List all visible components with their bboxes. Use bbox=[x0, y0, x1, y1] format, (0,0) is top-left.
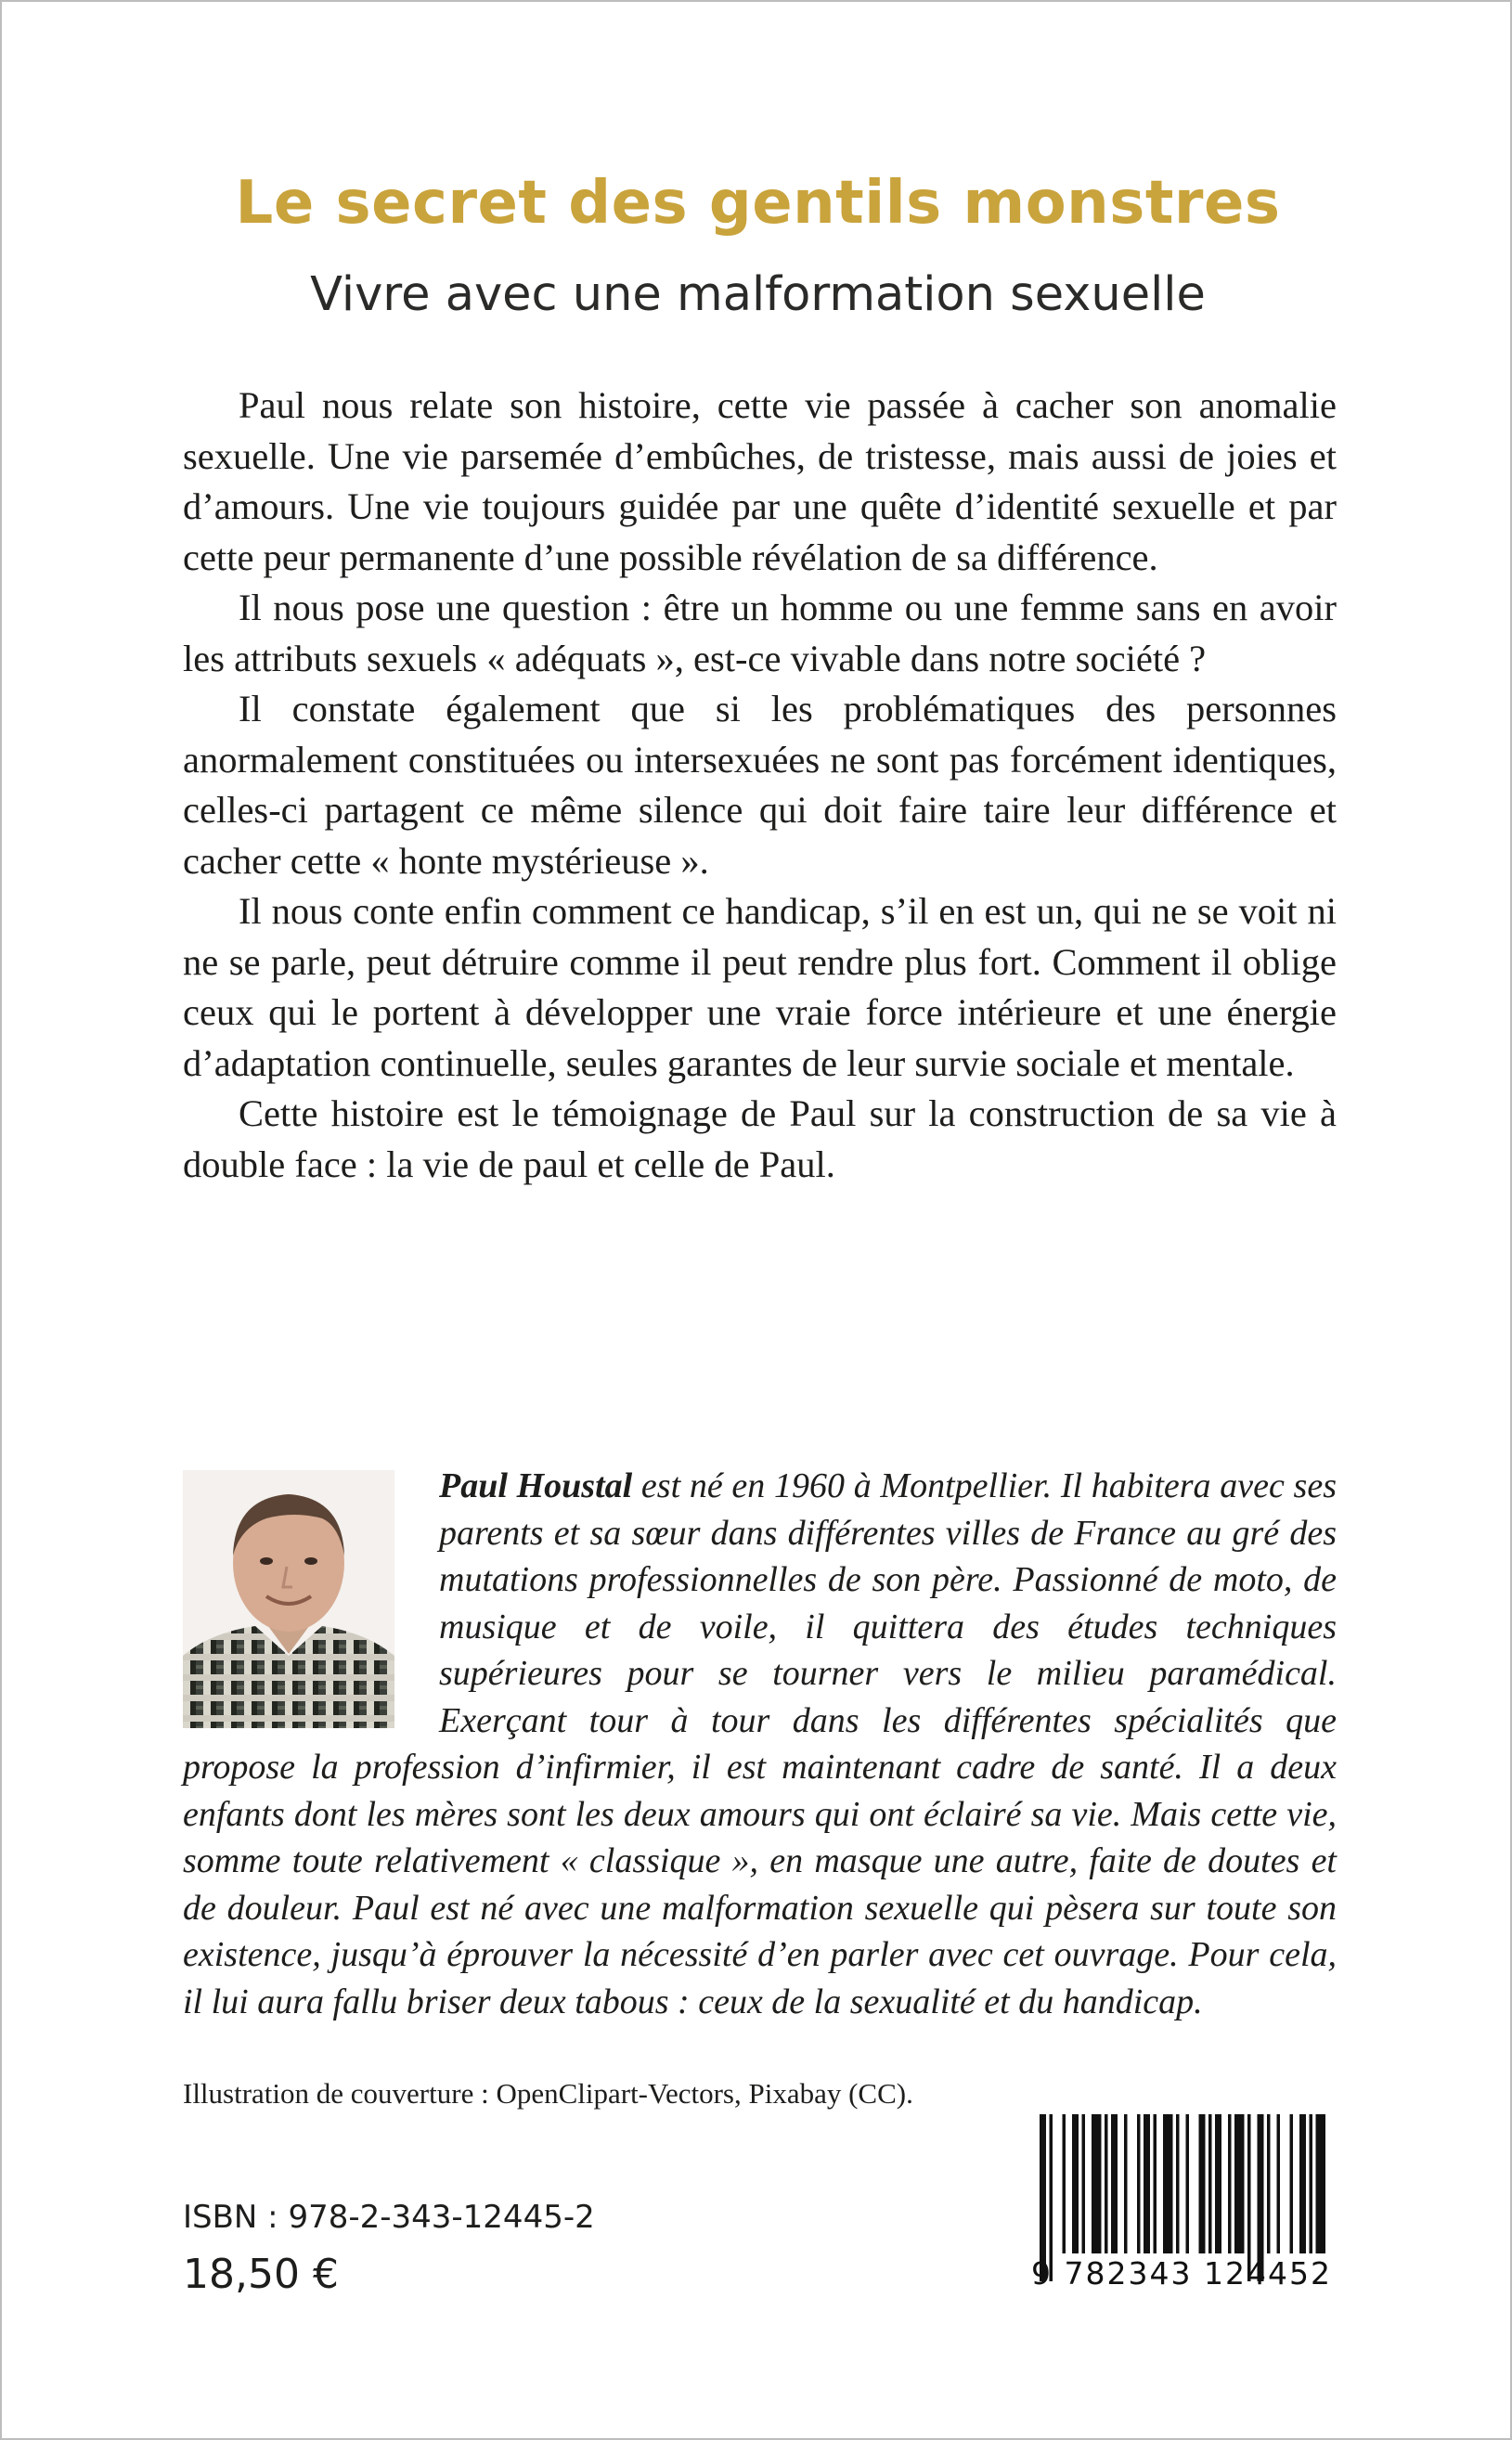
summary-paragraph: Il nous pose une question : être un homme ou une femme sans en avoir les attributs sexuels « adéquats », est-ce vivable dans notre société ? bbox=[183, 587, 1337, 679]
barcode-bar bbox=[1316, 2114, 1326, 2253]
barcode-bar bbox=[1111, 2114, 1118, 2253]
summary-paragraph: Il constate également que si les problématiques des personnes anormalement constituées ou intersexuées ne sont pas forcément identiques, celles-ci partagent ce même silence qui doit faire taire leur différence et cacher cette « honte mystérieuse ». bbox=[183, 688, 1337, 882]
barcode-bar bbox=[1186, 2114, 1190, 2253]
barcode-bar bbox=[1176, 2114, 1180, 2253]
barcode-bar bbox=[1154, 2114, 1157, 2253]
author-bio bbox=[183, 1463, 1337, 2025]
barcode-bar bbox=[1228, 2114, 1232, 2253]
cover-credit: Illustration de couverture : OpenClipart-Vectors, Pixabay (CC). bbox=[183, 2077, 913, 2110]
barcode-bar bbox=[1105, 2114, 1108, 2253]
barcode-bar bbox=[1310, 2114, 1313, 2253]
summary-text bbox=[183, 381, 1337, 1190]
barcode-bar bbox=[1092, 2114, 1102, 2253]
summary-paragraph: Paul nous relate son histoire, cette vie passée à cacher son anomalie sexuelle. Une vie parsemée d’embûches, de tristesse, mais aussi de joies et d’amours. Une vie toujours guidée par une quête d’identité sexuelle et par cette peur permanente d’une possible révélation de sa différence. bbox=[183, 384, 1337, 578]
book-title: Le secret des gentils monstres bbox=[235, 169, 1281, 238]
barcode-bar bbox=[1299, 2114, 1306, 2253]
summary-paragraph: Il nous conte enfin comment ce handicap, s’il en est un, qui ne se voit ni ne se parle, peut détruire comme il peut rendre plus fort. Comment il oblige ceux qui le portent à développer une vraie force intérieure et une énergie d’adaptation continuelle, seules garantes de leur survie sociale et mentale. bbox=[183, 890, 1337, 1084]
author-portrait-icon bbox=[183, 1470, 394, 1728]
book-subtitle: Vivre avec une malformation sexuelle bbox=[310, 267, 1206, 322]
barcode-digits: 9 782343 124452 bbox=[1031, 2255, 1332, 2292]
barcode-bar bbox=[1277, 2114, 1281, 2253]
author-name: Paul Houstal bbox=[439, 1466, 633, 1505]
price: 18,50 € bbox=[183, 2251, 339, 2298]
barcode-bar bbox=[1144, 2114, 1150, 2253]
author-bio-body: est né en 1960 à Montpellier. Il habitera avec ses parents et sa sœur dans différentes villes de France au gré des mutations professionnelles de son père. Passionné de moto, de musique et de voile, il quittera des études techniques supérieures pour se tourner vers le milieu paramédical. Exerçant tour à tour dans les différentes spécialités que propose la profession d’infirmier, il est maintenant cadre de santé. Il a deux enfants dont les mères sont les deux amours qui ont éclairé sa vie. Mais cette vie, somme toute relativement « classique », en masque une autre, faite de doutes et de douleur. Paul est né avec une malformation sexuelle qui pèsera sur toute son existence, jusqu’à éprouver la nécessité d’en parler avec cet ouvrage. Pour cela, il lui aura fallu briser deux tabous : ceux de la sexualité et du handicap. bbox=[183, 1466, 1337, 2021]
barcode-bar bbox=[1072, 2114, 1079, 2253]
author-photo bbox=[183, 1470, 394, 1728]
barcode-bar bbox=[1082, 2114, 1086, 2253]
barcode-bar bbox=[1163, 2114, 1173, 2253]
barcode-bar bbox=[1208, 2114, 1212, 2253]
barcode-bar bbox=[1124, 2114, 1128, 2253]
isbn: ISBN : 978-2-343-12445-2 bbox=[183, 2199, 595, 2236]
barcode-bar bbox=[1063, 2114, 1066, 2253]
barcode-bar bbox=[1215, 2114, 1221, 2253]
barcode-bar bbox=[1199, 2114, 1206, 2253]
barcode-bar bbox=[1290, 2114, 1294, 2253]
barcode-bar bbox=[1267, 2114, 1271, 2253]
barcode-bar bbox=[1234, 2114, 1245, 2253]
summary-paragraph: Cette histoire est le témoignage de Paul sur la construction de sa vie à double face : la vie de paul et celle de Paul. bbox=[183, 1092, 1337, 1185]
barcode-bar bbox=[1137, 2114, 1141, 2253]
